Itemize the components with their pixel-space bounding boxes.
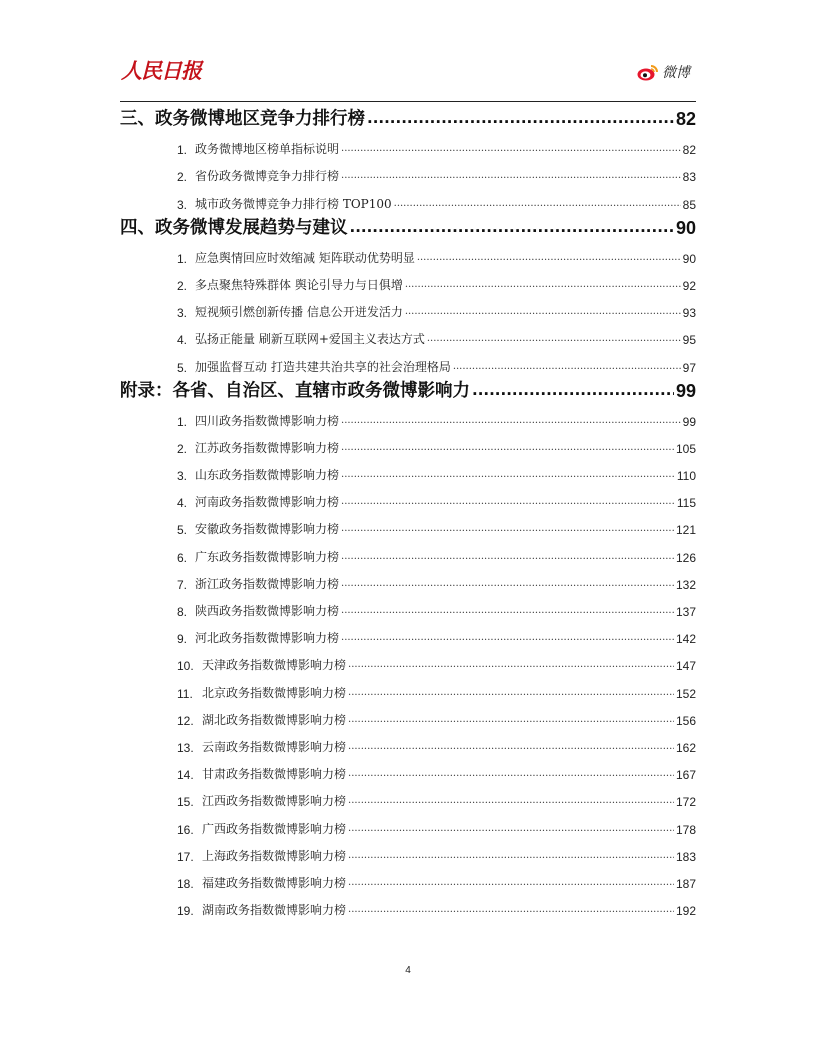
entry-page-number: 121 bbox=[675, 523, 696, 538]
entry-title: 山东政务指数微博影响力榜 bbox=[195, 468, 340, 483]
toc-entry[interactable] bbox=[120, 157, 696, 184]
entry-title: 弘扬正能量 刷新互联网+爱国主义表达方式 bbox=[195, 332, 425, 347]
entry-title: 浙江政务指数微博影响力榜 bbox=[195, 576, 340, 591]
dot-leader bbox=[348, 768, 674, 780]
entry-title: 河北政务指数微博影响力榜 bbox=[195, 631, 340, 646]
entry-index: 2. bbox=[177, 278, 188, 293]
entry-title: 广西政务指数微博影响力榜 bbox=[202, 821, 347, 836]
entry-title: 多点聚焦特殊群体 舆论引导力与日俱增 bbox=[195, 277, 403, 292]
dot-leader bbox=[341, 496, 675, 508]
entry-title: 福建政务指数微博影响力榜 bbox=[202, 875, 347, 890]
toc-entry[interactable] bbox=[120, 592, 696, 619]
entry-index: 2. bbox=[177, 441, 188, 456]
dot-leader bbox=[348, 904, 674, 916]
entry-title: 安徽政务指数微博影响力榜 bbox=[195, 522, 340, 537]
toc-entry[interactable] bbox=[120, 619, 696, 646]
entry-title: 城市政务微博竞争力排行榜 TOP100 bbox=[195, 196, 392, 211]
dot-leader bbox=[341, 605, 674, 617]
entry-page-number: 99 bbox=[682, 414, 696, 429]
dot-leader bbox=[341, 632, 674, 644]
entry-title: 政务微博地区榜单指标说明 bbox=[195, 142, 340, 157]
dot-leader bbox=[348, 687, 674, 699]
entry-title: 省份政务微博竞争力排行榜 bbox=[195, 169, 340, 184]
toc-entry[interactable] bbox=[120, 891, 696, 918]
entry-title: 湖南政务指数微博影响力榜 bbox=[202, 903, 347, 918]
entry-title: 加强监督互动 打造共建共治共享的社会治理格局 bbox=[195, 359, 451, 374]
entry-index: 3. bbox=[177, 306, 188, 321]
entry-page-number: 95 bbox=[682, 333, 696, 348]
page-number: 4 bbox=[405, 965, 411, 976]
entry-index: 12. bbox=[177, 713, 194, 728]
entry-page-number: 147 bbox=[675, 659, 696, 674]
dot-leader bbox=[348, 823, 674, 835]
dot-leader bbox=[405, 306, 681, 318]
people-daily-logo: 人民日报 bbox=[121, 58, 201, 83]
entry-page-number: 115 bbox=[676, 496, 696, 511]
dot-leader bbox=[348, 741, 674, 753]
dot-leader bbox=[341, 551, 674, 563]
section-page-number: 82 bbox=[675, 109, 696, 129]
entry-page-number: 105 bbox=[675, 441, 696, 456]
dot-leader bbox=[350, 219, 674, 236]
dot-leader bbox=[348, 850, 674, 862]
toc-entry[interactable] bbox=[120, 483, 696, 510]
dot-leader bbox=[348, 877, 674, 889]
toc-section-heading[interactable] bbox=[120, 103, 696, 130]
section-page-number: 99 bbox=[675, 380, 696, 401]
entry-index: 18. bbox=[177, 876, 194, 891]
toc-entry[interactable] bbox=[120, 565, 696, 592]
dot-leader bbox=[348, 714, 674, 726]
toc-entry[interactable] bbox=[120, 701, 696, 728]
toc-entry[interactable] bbox=[120, 293, 696, 320]
entry-index: 9. bbox=[177, 632, 188, 647]
dot-leader bbox=[427, 333, 681, 345]
section-title: 附录：各省、自治区、直辖市政务微博影响力 bbox=[120, 380, 470, 401]
entry-index: 1. bbox=[177, 251, 188, 266]
entry-page-number: 192 bbox=[675, 904, 696, 919]
entry-page-number: 132 bbox=[675, 577, 696, 592]
entry-title: 应急舆情回应时效缩减 矩阵联动优势明显 bbox=[195, 250, 415, 265]
dot-leader bbox=[453, 361, 681, 373]
entry-page-number: 162 bbox=[675, 740, 696, 755]
entry-index: 14. bbox=[177, 768, 194, 783]
entry-index: 3. bbox=[177, 197, 188, 212]
entry-index: 4. bbox=[177, 496, 188, 511]
toc-entry[interactable] bbox=[120, 130, 696, 157]
section-title: 四、政务微博发展趋势与建议 bbox=[120, 217, 348, 238]
entry-page-number: 126 bbox=[675, 550, 696, 565]
toc-section-heading[interactable] bbox=[120, 212, 696, 239]
entry-page-number: 137 bbox=[675, 605, 696, 619]
entry-index: 3. bbox=[177, 469, 188, 484]
entry-page-number: 90 bbox=[682, 251, 696, 266]
dot-leader bbox=[341, 469, 675, 481]
dot-leader bbox=[341, 523, 674, 535]
toc-entry[interactable] bbox=[120, 429, 696, 456]
weibo-logo bbox=[637, 62, 690, 82]
dot-leader bbox=[341, 170, 681, 182]
toc-entry[interactable] bbox=[120, 646, 696, 673]
entry-page-number: 183 bbox=[675, 849, 696, 864]
dot-leader bbox=[341, 143, 681, 155]
toc-section-heading[interactable] bbox=[120, 375, 696, 402]
entry-index: 8. bbox=[177, 605, 188, 619]
entry-page-number: 156 bbox=[675, 713, 696, 728]
entry-index: 15. bbox=[177, 795, 194, 810]
toc-entry[interactable] bbox=[120, 537, 696, 564]
toc-entry[interactable] bbox=[120, 239, 696, 266]
toc-entry[interactable] bbox=[120, 837, 696, 864]
table-of-contents bbox=[120, 103, 696, 918]
entry-title: 陕西政务指数微博影响力榜 bbox=[195, 604, 340, 618]
weibo-logo-text: 微博 bbox=[662, 65, 690, 81]
entry-page-number: 92 bbox=[682, 278, 696, 293]
dot-leader bbox=[367, 110, 674, 127]
toc-entry[interactable] bbox=[120, 510, 696, 537]
dot-leader bbox=[394, 198, 681, 210]
entry-index: 1. bbox=[177, 143, 188, 158]
entry-index: 7. bbox=[177, 577, 188, 592]
toc-entry[interactable] bbox=[120, 782, 696, 809]
entry-page-number: 187 bbox=[675, 876, 696, 891]
entry-page-number: 178 bbox=[675, 822, 696, 837]
entry-index: 1. bbox=[177, 414, 188, 429]
dot-leader bbox=[348, 795, 674, 807]
entry-page-number: 110 bbox=[676, 469, 696, 484]
entry-page-number: 97 bbox=[682, 360, 696, 375]
entry-title: 河南政务指数微博影响力榜 bbox=[195, 495, 340, 510]
toc-entry[interactable] bbox=[120, 402, 696, 429]
toc-entry[interactable] bbox=[120, 755, 696, 782]
entry-index: 19. bbox=[177, 904, 194, 919]
entry-title: 广东政务指数微博影响力榜 bbox=[195, 549, 340, 564]
dot-leader bbox=[472, 382, 674, 399]
section-title: 三、政务微博地区竞争力排行榜 bbox=[120, 109, 365, 129]
toc-entry[interactable] bbox=[120, 809, 696, 836]
entry-page-number: 82 bbox=[682, 143, 696, 158]
entry-page-number: 85 bbox=[682, 197, 696, 212]
toc-entry[interactable] bbox=[120, 728, 696, 755]
entry-index: 16. bbox=[177, 822, 194, 837]
entry-title: 甘肃政务指数微博影响力榜 bbox=[202, 767, 347, 782]
entry-title: 江西政务指数微博影响力榜 bbox=[202, 794, 347, 809]
entry-index: 10. bbox=[177, 659, 194, 674]
entry-title: 上海政务指数微博影响力榜 bbox=[202, 848, 347, 863]
dot-leader bbox=[405, 279, 681, 291]
entry-page-number: 172 bbox=[675, 795, 696, 810]
entry-index: 5. bbox=[177, 523, 188, 538]
toc-entry[interactable] bbox=[120, 456, 696, 483]
entry-page-number: 167 bbox=[675, 768, 696, 783]
entry-index: 4. bbox=[177, 333, 188, 348]
entry-page-number: 142 bbox=[675, 632, 696, 647]
entry-title: 江苏政务指数微博影响力榜 bbox=[195, 440, 340, 455]
entry-index: 5. bbox=[177, 360, 188, 375]
entry-title: 短视频引燃创新传播 信息公开迸发活力 bbox=[195, 305, 403, 320]
toc-entry[interactable] bbox=[120, 184, 696, 211]
entry-index: 11. bbox=[177, 686, 193, 701]
dot-leader bbox=[341, 578, 674, 590]
entry-index: 13. bbox=[177, 740, 194, 755]
entry-index: 6. bbox=[177, 550, 188, 565]
entry-title: 云南政务指数微博影响力榜 bbox=[202, 739, 347, 754]
weibo-eye-icon bbox=[637, 64, 659, 81]
toc-entry[interactable] bbox=[120, 320, 696, 347]
entry-index: 17. bbox=[177, 849, 194, 864]
entry-title: 湖北政务指数微博影响力榜 bbox=[202, 712, 347, 727]
dot-leader bbox=[348, 659, 674, 671]
toc-entry[interactable] bbox=[120, 347, 696, 374]
toc-entry[interactable] bbox=[120, 673, 696, 700]
entry-title: 北京政务指数微博影响力榜 bbox=[202, 685, 347, 700]
entry-page-number: 93 bbox=[682, 306, 696, 321]
entry-page-number: 152 bbox=[675, 686, 696, 701]
toc-entry[interactable] bbox=[120, 266, 696, 293]
dot-leader bbox=[341, 442, 674, 454]
dot-leader bbox=[341, 415, 681, 427]
entry-page-number: 83 bbox=[682, 170, 696, 185]
section-page-number: 90 bbox=[675, 217, 696, 238]
entry-index: 2. bbox=[177, 170, 188, 185]
dot-leader bbox=[417, 252, 681, 264]
header-divider bbox=[120, 101, 696, 102]
entry-title: 天津政务指数微博影响力榜 bbox=[202, 658, 347, 673]
entry-title: 四川政务指数微博影响力榜 bbox=[195, 413, 340, 428]
toc-entry[interactable] bbox=[120, 864, 696, 891]
